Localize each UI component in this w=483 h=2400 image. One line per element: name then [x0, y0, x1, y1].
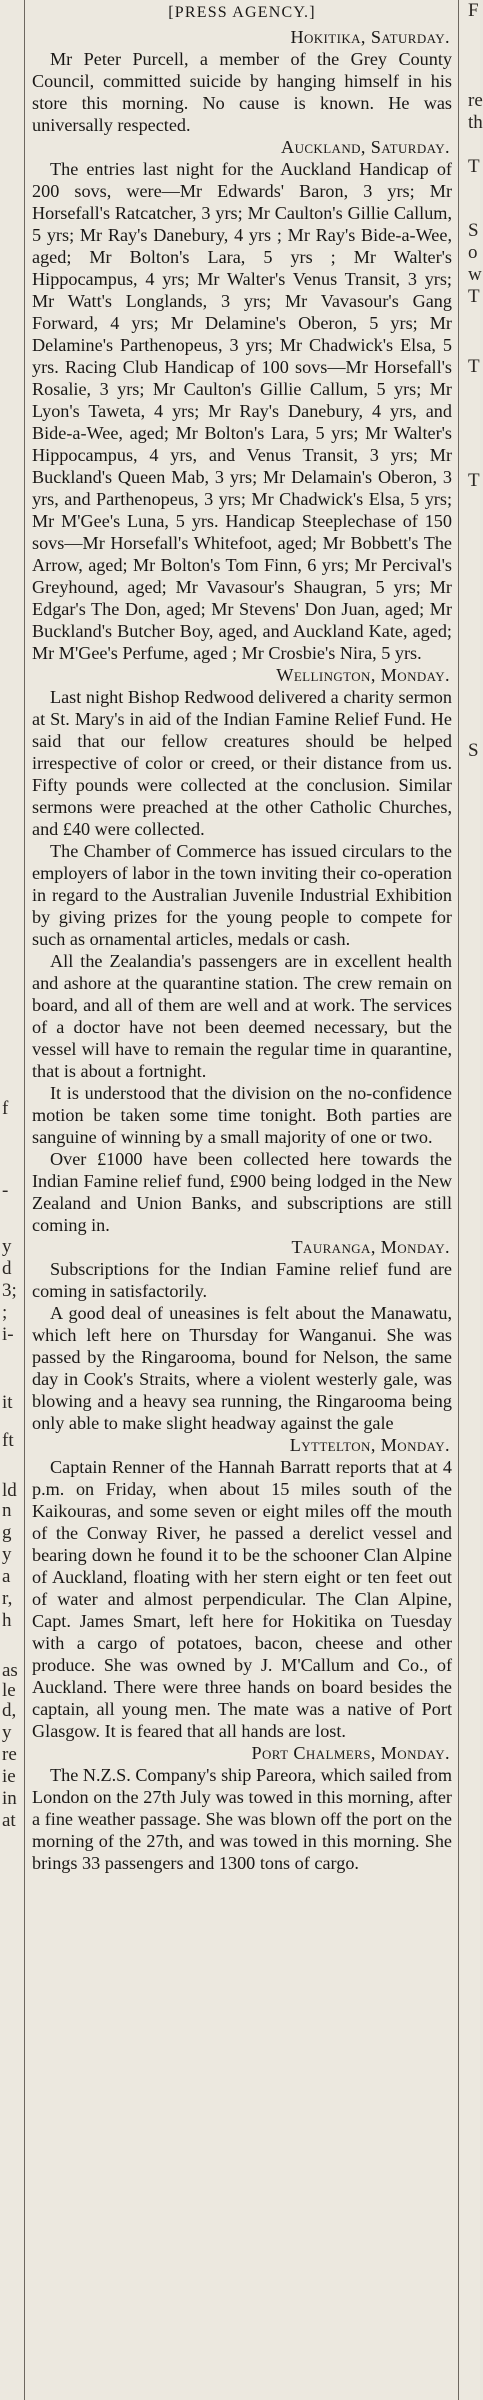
- adjacent-column-fragment: th: [468, 112, 483, 133]
- adjacent-column-fragment: d: [2, 1258, 12, 1279]
- news-section: [32, 1236, 452, 1434]
- adjacent-column-fragment: T: [468, 286, 480, 307]
- news-section: [32, 136, 452, 664]
- adjacent-column-fragment: 3;: [2, 1280, 17, 1301]
- adjacent-column-fragment: y: [2, 1544, 12, 1565]
- adjacent-column-fragment: y: [2, 1236, 12, 1257]
- right-column-fragment: [466, 0, 483, 2400]
- adjacent-column-fragment: S: [468, 220, 479, 241]
- adjacent-column-fragment: re: [468, 90, 483, 111]
- adjacent-column-fragment: w: [468, 264, 482, 285]
- news-paragraph: The entries last night for the Auckland Handicap of 200 sovs, were—Mr Edwards' Baron, 3 yrs; Mr Horsefall's Ratcatcher, 3 yrs; Mr Caulton's Gillie Callum, 5 yrs; Mr Ray's Danebury, 4 yrs ; Mr Ray's Bide-a-Wee, aged; Mr Bolton's Lara, 5 yrs ; Mr Walter's Hippocampus, 4 yrs; Mr Walter's Venus Transit, 3 yrs; Mr Watt's Longlands, 3 yrs; Mr Vavasour's Gang Forward, 4 yrs; Mr Delamine's Oberon, 5 yrs; Mr Delamine's Parthenopeus, 3 yrs; Mr Chadwick's Elsa, 5 yrs. Racing Club Handicap of 100 sovs—Mr Horsefall's Rosalie, 3 yrs; Mr Caulton's Gillie Callum, 5 yrs; Mr Lyon's Taweta, 4 yrs; Mr Ray's Danebury, 4 yrs, and Bide-a-Wee, aged; Mr Bolton's Lara, 5 yrs; Mr Walter's Hippocampus, 4 yrs, and Venus Transit, 3 yrs; Mr Buckland's Queen Mab, 3 yrs; Mr Delamain's Oberon, 3 yrs, and Parthenopeus, 3 yrs; Mr Chadwick's Elsa, 5 yrs; Mr M'Gee's Luna, 5 yrs. Handicap Steeplechase of 150 sovs—Mr Horsefall's Whitefoot, aged; Mr Bobbett's The Arrow, aged; Mr Bolton's Tom Finn, 6 yrs; Mr Percival's Greyhound, aged; Mr Vavasour's Shaugran, 5 yrs; Mr Edgar's The Don, aged; Mr Stevens' Don Juan, aged; Mr Buckland's Butcher Boy, aged, and Auckland Kate, aged; Mr M'Gee's Perfume, aged ; Mr Crosbie's Nira, 5 yrs.: [32, 159, 452, 663]
- adjacent-column-fragment: as: [2, 1660, 18, 1681]
- adjacent-column-fragment: re: [2, 1744, 17, 1765]
- news-section: [32, 1434, 452, 1742]
- adjacent-column-fragment: n: [2, 1500, 12, 1521]
- adjacent-column-fragment: d,: [2, 1700, 17, 1721]
- adjacent-column-fragment: g: [2, 1522, 12, 1543]
- adjacent-column-fragment: S: [468, 740, 479, 761]
- news-paragraph: The N.Z.S. Company's ship Pareora, which sailed from London on the 27th July was towed in this morning, after a fine weather passage. She was blown off the port on the morning of the 27th, and was towed in this morning. She brings 33 passengers and 1300 tons of cargo.: [32, 1765, 452, 1873]
- adjacent-column-fragment: at: [2, 1810, 16, 1831]
- news-paragraph: Last night Bishop Redwood delivered a charity sermon at St. Mary's in aid of the Indian Famine Relief Fund. He said that our fellow creatures should be helped irrespective of color or creed, or their distance from us. Fifty pounds were collected at the conclusion. Similar sermons were preached at the other Catholic Churches, and £40 were collected.: [32, 687, 452, 839]
- news-paragraph: Mr Peter Purcell, a member of the Grey County Council, committed suicide by hanging himself in his store this morning. No cause is known. He was universally respected.: [32, 49, 452, 135]
- news-paragraph: All the Zealandia's passengers are in excellent health and ashore at the quarantine station. The crew remain on board, and all of them are well and at work. The services of a doctor have not been deemed necessary, but the vessel will have to remain the regular time in quarantine, that is about a fortnight.: [32, 951, 452, 1081]
- left-column-fragment: [0, 0, 22, 2400]
- dateline: Wellington, Monday.: [276, 665, 450, 685]
- news-paragraph: Subscriptions for the Indian Famine relief fund are coming in satisfactorily.: [32, 1259, 452, 1301]
- news-sections: [32, 26, 452, 1874]
- news-section: [32, 26, 452, 136]
- adjacent-column-fragment: ft: [2, 1430, 14, 1451]
- adjacent-column-fragment: y: [2, 1722, 12, 1743]
- news-paragraph: Over £1000 have been collected here towards the Indian Famine relief fund, £900 being lodged in the New Zealand and Union Banks, and subscriptions are still coming in.: [32, 1149, 452, 1235]
- news-paragraph: Captain Renner of the Hannah Barratt reports that at 4 p.m. on Friday, when about 15 miles south of the Kaikouras, and some seven or eight miles off the mouth of the Conway River, he passed a derelict vessel and bearing down he found it to be the schooner Clan Alpine of Auckland, floating with her stern eight or ten feet out of water and almost perpendicular. The Clan Alpine, Capt. James Smart, left here for Hokitika on Tuesday with a cargo of potatoes, bacon, cheese and other produce. She was owned by J. M'Callum and Co., of Auckland. There were three hands on board besides the captain, all young men. The mate was a native of Port Glasgow. It is feared that all hands are lost.: [32, 1457, 452, 1741]
- news-paragraph: It is understood that the division on the no-confidence motion be taken some time tonight. Both parties are sanguine of winning by a small majority of one or two.: [32, 1083, 452, 1147]
- adjacent-column-fragment: f: [2, 1098, 9, 1119]
- dateline: Hokitika, Saturday.: [290, 27, 450, 47]
- adjacent-column-fragment: F: [468, 0, 479, 21]
- adjacent-column-fragment: ;: [2, 1302, 8, 1323]
- column-divider-left: [24, 0, 25, 2400]
- adjacent-column-fragment: in: [2, 1788, 17, 1809]
- adjacent-column-fragment: -: [2, 1180, 9, 1201]
- dateline: Tauranga, Monday.: [291, 1237, 450, 1257]
- column-divider-right: [458, 0, 459, 2400]
- adjacent-column-fragment: ld: [2, 1480, 17, 1501]
- adjacent-column-fragment: T: [468, 356, 480, 377]
- adjacent-column-fragment: ie: [2, 1766, 16, 1787]
- adjacent-column-fragment: it: [2, 1392, 13, 1413]
- adjacent-column-fragment: i-: [2, 1324, 14, 1345]
- news-paragraph: The Chamber of Commerce has issued circulars to the employers of labor in the town inviting their co-operation in regard to the Australian Juvenile Industrial Exhibition by giving prizes for the young people to compete for such as ornamental articles, medals or cash.: [32, 841, 452, 949]
- dateline: Port Chalmers, Monday.: [251, 1743, 450, 1763]
- adjacent-column-fragment: T: [468, 156, 480, 177]
- adjacent-column-fragment: h: [2, 1610, 12, 1631]
- news-section: [32, 1742, 452, 1874]
- adjacent-column-fragment: T: [468, 470, 480, 491]
- news-section: [32, 664, 452, 1236]
- dateline: Lyttelton, Monday.: [289, 1435, 450, 1455]
- adjacent-column-fragment: le: [2, 1680, 16, 1701]
- column-heading: [PRESS AGENCY.]: [168, 4, 316, 21]
- press-agency-column: [32, 2, 452, 1874]
- news-paragraph: A good deal of uneasines is felt about the Manawatu, which left here on Thursday for Wanganui. She was passed by the Ringarooma, bound for Nelson, the same day in Cook's Straits, where a violent westerly gale, was blowing and a heavy sea running, the Ringarooma being only able to make slight headway against the gale: [32, 1303, 452, 1433]
- adjacent-column-fragment: o: [468, 242, 478, 263]
- adjacent-column-fragment: a: [2, 1566, 11, 1587]
- dateline: Auckland, Saturday.: [281, 137, 450, 157]
- adjacent-column-fragment: r,: [2, 1588, 13, 1609]
